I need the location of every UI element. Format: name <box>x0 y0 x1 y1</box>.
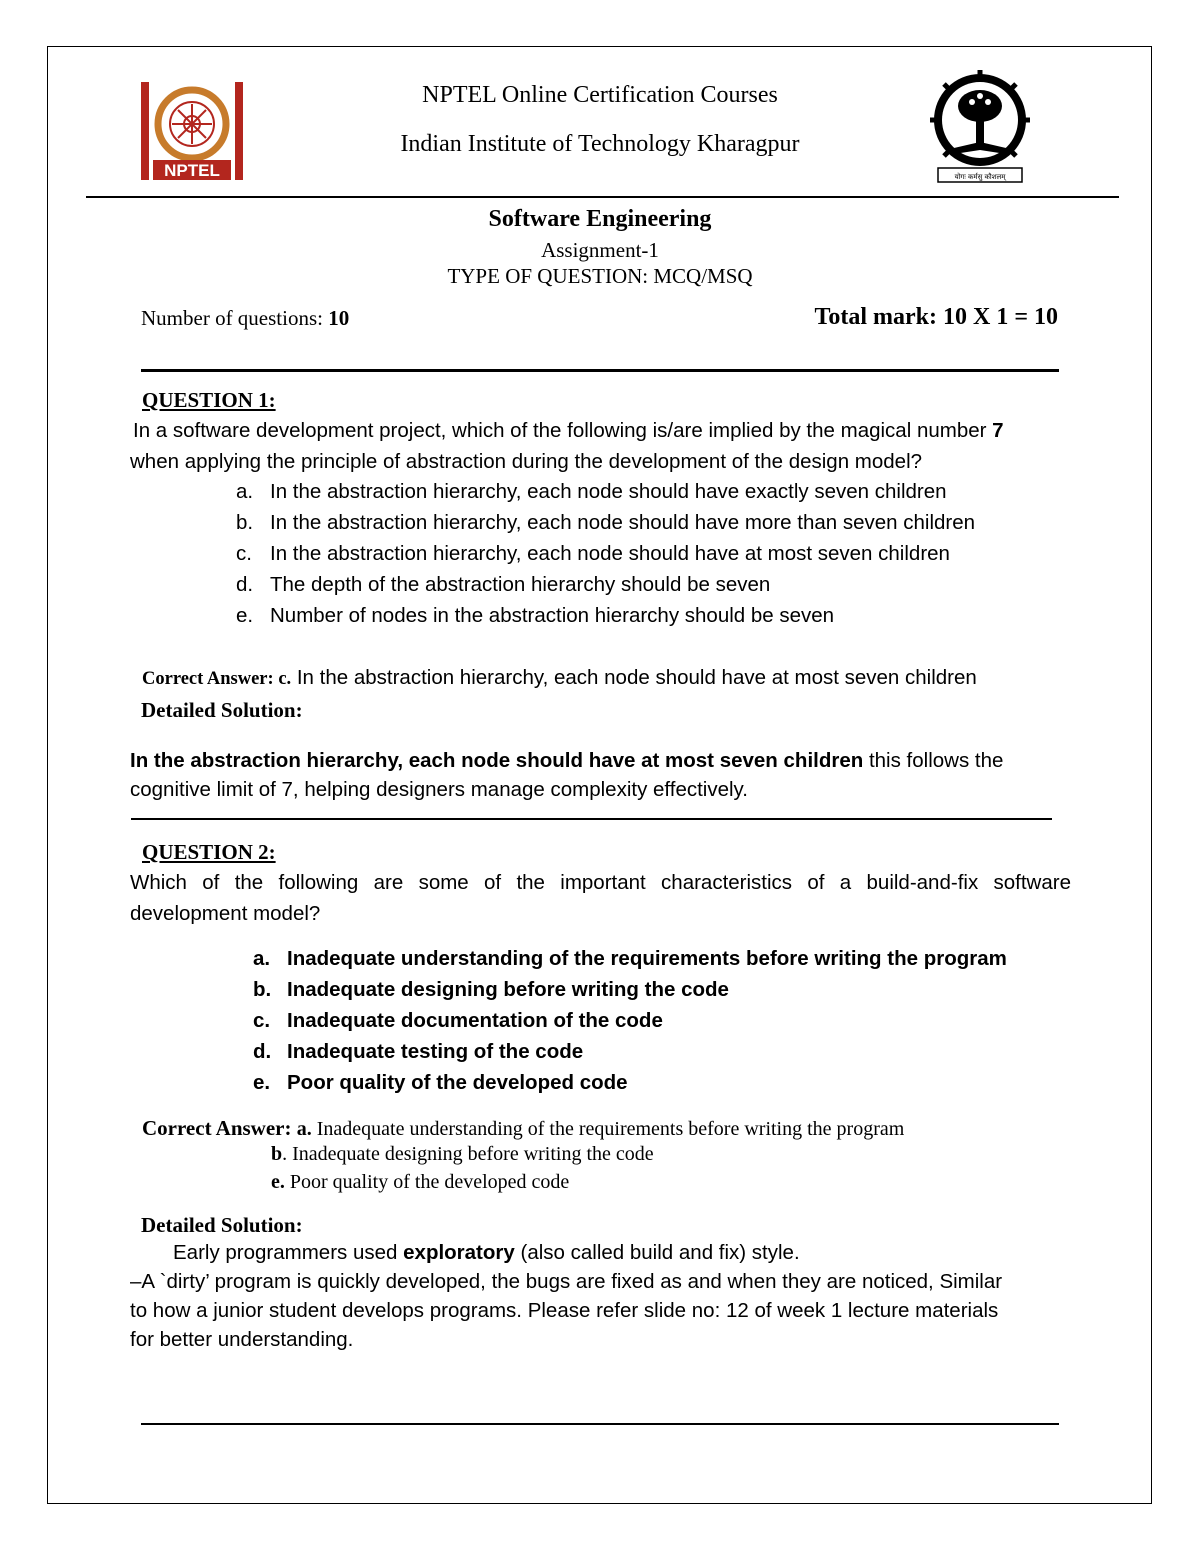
option-text: The depth of the abstraction hierarchy should be seven <box>270 573 771 596</box>
q1-solution-line-2: cognitive limit of 7, helping designers manage complexity effectively. <box>130 778 748 801</box>
answer-letter: b <box>271 1143 283 1165</box>
answer-letter: e. <box>271 1171 285 1193</box>
option-text: Inadequate documentation of the code <box>287 1009 663 1032</box>
q2-option-b <box>253 978 729 1002</box>
correct-answer-text: In the abstraction hierarchy, each node should have at most seven children <box>291 666 977 689</box>
option-label: c. <box>236 542 252 565</box>
question-1-text-line-1 <box>133 415 1004 446</box>
q2-solution-pre: Early programmers used <box>173 1241 404 1264</box>
q2-solution-label: Detailed Solution: <box>141 1213 303 1237</box>
q1-solution-rest: this follows the <box>863 749 1004 772</box>
question-1-heading: QUESTION 1: <box>142 388 276 412</box>
q2-solution-post: (also called build and fix) style. <box>514 1241 800 1264</box>
question-1-text-line-2: when applying the principle of abstraction during the development of the design model? <box>130 450 923 473</box>
number-of-questions-value: 10 <box>328 306 350 330</box>
total-mark <box>815 304 1058 331</box>
q2-option-a <box>253 947 1007 971</box>
total-mark-value: 10 X 1 = 10 <box>942 304 1058 330</box>
q2-option-e <box>253 1071 628 1095</box>
option-label: a. <box>236 480 254 503</box>
iit-kgp-motto: योगः कर्मसु कौशलम् <box>954 173 1006 181</box>
option-text: Inadequate designing before writing the code <box>287 978 729 1001</box>
option-label: d. <box>253 1040 272 1063</box>
footer-divider <box>141 1423 1059 1425</box>
total-mark-label: Total mark: <box>814 304 943 330</box>
correct-answer-letter: c. <box>278 669 292 689</box>
nptel-logo-text: NPTEL <box>164 161 220 180</box>
assignment-title: Assignment-1 <box>541 238 659 262</box>
number-of-questions-label: Number of questions: <box>141 306 329 330</box>
option-label: b. <box>236 511 254 534</box>
q1-option-a <box>236 480 947 504</box>
option-text: Poor quality of the developed code <box>287 1071 628 1094</box>
question-type: TYPE OF QUESTION: MCQ/MSQ <box>447 264 753 288</box>
option-label: e. <box>253 1071 271 1094</box>
q1-option-b <box>236 511 975 535</box>
section-divider <box>141 369 1059 372</box>
option-text: In the abstraction hierarchy, each node should have exactly seven children <box>270 480 947 503</box>
q2-solution-bold: exploratory <box>403 1241 515 1264</box>
correct-answer-label: Correct Answer: <box>142 669 279 689</box>
q1-option-e <box>236 604 834 628</box>
nptel-logo <box>139 78 245 184</box>
option-text: In the abstraction hierarchy, each node should have more than seven children <box>270 511 976 534</box>
option-text: Inadequate testing of the code <box>287 1040 584 1063</box>
option-text: In the abstraction hierarchy, each node should have at most seven children <box>270 542 950 565</box>
option-label: d. <box>236 573 254 596</box>
iit-kgp-logo <box>930 70 1030 184</box>
q2-solution-line-4: for better understanding. <box>130 1328 354 1351</box>
course-title: Software Engineering <box>488 206 712 232</box>
q2-option-c <box>253 1009 663 1033</box>
q1-option-d <box>236 573 770 597</box>
header-line-2: Indian Institute of Technology Kharagpur <box>400 131 800 157</box>
option-text: Number of nodes in the abstraction hierarchy should be seven <box>270 604 835 627</box>
question-divider <box>131 818 1052 820</box>
correct-answer-label: Correct Answer: <box>142 1116 297 1140</box>
q1-solution-bold: In the abstraction hierarchy, each node should have at most seven children <box>130 749 864 772</box>
q1-solution-line-1 <box>130 749 1003 773</box>
option-text: Inadequate understanding of the requirements before writing the program <box>287 947 1007 970</box>
answer-letter: a. <box>296 1118 312 1140</box>
q1-solution-label: Detailed Solution: <box>141 698 303 722</box>
option-label: c. <box>253 1009 271 1032</box>
question-2-heading: QUESTION 2: <box>142 840 276 864</box>
q1-option-c <box>236 542 950 566</box>
header-divider <box>86 196 1119 198</box>
answer-text: Inadequate understanding of the requirements before writing the program <box>311 1118 905 1140</box>
number-of-questions <box>141 306 349 331</box>
q2-solution-line-2: –A `dirty’ program is quickly developed, the bugs are fixed as and when they are noticed, Similar <box>130 1270 1003 1293</box>
magic-number: 7 <box>992 419 1004 442</box>
option-label: b. <box>253 978 272 1001</box>
q1-correct-answer <box>142 666 977 690</box>
q2-option-d <box>253 1040 583 1064</box>
option-label: a. <box>253 947 271 970</box>
q2-solution-line-3: to how a junior student develops programs. Please refer slide no: 12 of week 1 lecture materials <box>130 1299 999 1322</box>
q2-answer-e <box>271 1171 569 1194</box>
question-1-text-pre: In a software development project, which of the following is/are implied by the magical number <box>133 419 993 442</box>
option-label: e. <box>236 604 254 627</box>
q2-answer-b <box>271 1143 654 1166</box>
answer-text: Poor quality of the developed code <box>284 1171 570 1193</box>
question-2-text-line-1: Which of the following are some of the important characteristics of a build-and-fix software <box>130 871 1071 894</box>
q2-correct-answer <box>142 1116 904 1141</box>
answer-text: . Inadequate designing before writing the code <box>282 1143 654 1165</box>
question-2-text-line-2: development model? <box>130 902 321 925</box>
q2-solution-line-1 <box>173 1241 800 1265</box>
header-line-1: NPTEL Online Certification Courses <box>422 82 778 108</box>
